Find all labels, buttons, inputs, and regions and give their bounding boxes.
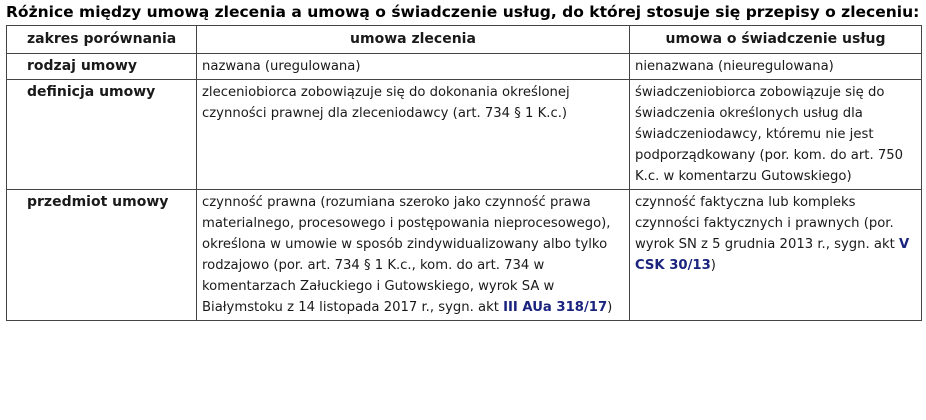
table-header-row [7, 26, 922, 54]
cell-rodzaj-uslugi: nienazwana (nieuregulowana) [630, 54, 922, 80]
cell-przedmiot-zlecenie [197, 190, 630, 321]
przedmiot-zlecenie-tail: ) [607, 300, 613, 315]
row-label-rodzaj: rodzaj umowy [7, 54, 197, 80]
case-link-iii-aua[interactable]: III AUa 318/17 [503, 300, 608, 315]
cell-przedmiot-uslugi [630, 190, 922, 321]
header-umowa-zlecenia: umowa zlecenia [197, 26, 630, 54]
przedmiot-uslugi-tail: ) [710, 258, 716, 273]
page-title: Różnice między umową zlecenia a umową o świadczenie usług, do której stosuje się przepisy o zleceniu: [6, 3, 920, 21]
row-label-przedmiot: przedmiot umowy [7, 190, 197, 321]
row-label-definicja: definicja umowy [7, 80, 197, 190]
header-zakres: zakres porównania [7, 26, 197, 54]
przedmiot-uslugi-text: czynność faktyczna lub kompleks czynności faktycznych i prawnych (por. wyrok SN z 5 grudnia 2013 r., sygn. akt [635, 195, 899, 252]
comparison-table [6, 25, 922, 321]
table-row [7, 190, 922, 321]
cell-definicja-zlecenie: zleceniobiorca zobowiązuje się do dokonania określonej czynności prawnej dla zleceniodawcy (art. 734 § 1 K.c.) [197, 80, 630, 190]
cell-rodzaj-zlecenie: nazwana (uregulowana) [197, 54, 630, 80]
cell-definicja-uslugi: świadczeniobiorca zobowiązuje się do świadczenia określonych usług dla świadczeniodawcy, któremu nie jest podporządkowany (por. kom. do art. 750 K.c. w komentarzu Gutowskiego) [630, 80, 922, 190]
table-row [7, 54, 922, 80]
header-umowa-uslugi: umowa o świadczenie usług [630, 26, 922, 54]
przedmiot-zlecenie-text: czynność prawna (rozumiana szeroko jako czynność prawa materialnego, procesowego i postępowania nieprocesowego), określona w umowie w sposób zindywidualizowany albo tylko rodzajowo (por. art. 734 § 1 K.c., kom. do art. 734 w komentarzach Załuckiego i Gutowskiego, wyrok SA w Białymstoku z 14 listopada 2017 r., sygn. akt [202, 195, 611, 315]
case-link-v-csk[interactable]: V CSK 30/13 [635, 237, 910, 273]
table-row [7, 80, 922, 190]
